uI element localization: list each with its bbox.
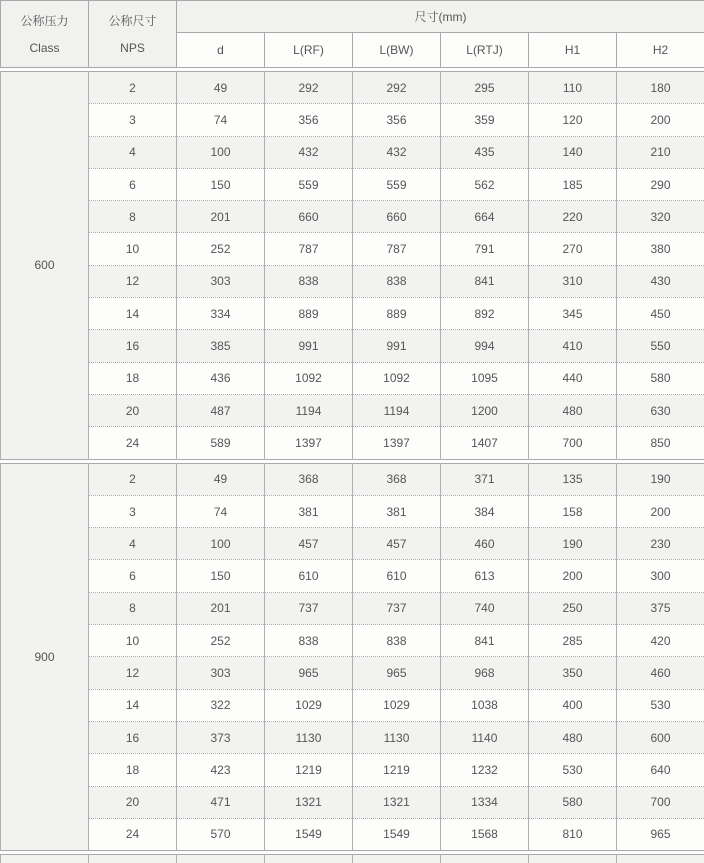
dim-value-H2: 700 [617, 786, 704, 818]
dim-value-L(RF): 889 [265, 298, 353, 330]
dim-value-L(RF): 1194 [265, 394, 353, 426]
next-section-partial-row [0, 854, 704, 863]
dim-value-L(BW): 1321 [353, 786, 441, 818]
dim-value-L(RF): 292 [265, 72, 353, 104]
nps-value: 12 [89, 265, 177, 297]
dim-value-H1: 285 [529, 625, 617, 657]
dim-value-d: 303 [177, 265, 265, 297]
col-header-lrf: L(RF) [265, 33, 353, 68]
dim-value-H2: 300 [617, 560, 704, 592]
dim-value-L(RF): 1321 [265, 786, 353, 818]
section-table-class-600 [0, 71, 704, 460]
nps-value: 18 [89, 754, 177, 786]
dim-value-L(BW): 356 [353, 104, 441, 136]
data-row-nps-16 [1, 330, 704, 362]
dim-value-H1: 350 [529, 657, 617, 689]
dim-value-L(RTJ): 1568 [441, 818, 529, 850]
dim-value-d: 201 [177, 592, 265, 624]
data-row-nps-20 [1, 786, 704, 818]
dim-value-H1: 480 [529, 721, 617, 753]
dim-value-L(RF): 610 [265, 560, 353, 592]
dim-value-d: 423 [177, 754, 265, 786]
nps-value: 2 [89, 463, 177, 495]
dim-value-L(RF): 381 [265, 495, 353, 527]
dim-value-H1: 480 [529, 394, 617, 426]
dim-value-L(BW): 381 [353, 495, 441, 527]
dim-value-L(BW): 1029 [353, 689, 441, 721]
nps-value: 14 [89, 298, 177, 330]
class-value: 900 [1, 463, 89, 851]
data-row-nps-20 [1, 394, 704, 426]
dim-value-L(BW): 1397 [353, 427, 441, 459]
size-label-en: NPS [120, 40, 145, 55]
nps-value: 14 [89, 689, 177, 721]
data-row-nps-14 [1, 298, 704, 330]
dim-value-L(RF): 660 [265, 201, 353, 233]
dim-value-L(BW): 991 [353, 330, 441, 362]
dim-value-L(RTJ): 613 [441, 560, 529, 592]
dim-value-L(RF): 787 [265, 233, 353, 265]
data-row-nps-14 [1, 689, 704, 721]
dim-value-L(RTJ): 1334 [441, 786, 529, 818]
dim-value-L(BW): 559 [353, 168, 441, 200]
dim-value-L(BW): 1130 [353, 721, 441, 753]
header-row-1 [1, 1, 704, 33]
data-row-nps-24 [1, 818, 704, 850]
col-header-lbw: L(BW) [353, 33, 441, 68]
dim-value-H2: 430 [617, 265, 704, 297]
col-header-d: d [177, 33, 265, 68]
col-header-h1: H1 [529, 33, 617, 68]
data-row-nps-12 [1, 657, 704, 689]
dim-value-H1: 140 [529, 136, 617, 168]
col-header-lrtj: L(RTJ) [441, 33, 529, 68]
dim-value-L(RTJ): 435 [441, 136, 529, 168]
dim-value-d: 303 [177, 657, 265, 689]
data-row-nps-16 [1, 721, 704, 753]
dim-value-L(BW): 1549 [353, 818, 441, 850]
section-table-class-900 [0, 463, 704, 852]
dim-value-H2: 210 [617, 136, 704, 168]
dim-value-L(BW): 1194 [353, 394, 441, 426]
data-row-nps-6 [1, 168, 704, 200]
class-value: 600 [1, 72, 89, 460]
dim-value-H2: 550 [617, 330, 704, 362]
nps-value: 2 [89, 72, 177, 104]
nps-value: 3 [89, 495, 177, 527]
pressure-label-cn: 公称压力 [20, 13, 69, 28]
dim-value-H2: 850 [617, 427, 704, 459]
dim-value-L(BW): 457 [353, 528, 441, 560]
dim-value-L(RTJ): 1140 [441, 721, 529, 753]
nps-value: 16 [89, 721, 177, 753]
nps-value: 12 [89, 657, 177, 689]
dim-value-L(RTJ): 1232 [441, 754, 529, 786]
dim-value-L(RTJ): 359 [441, 104, 529, 136]
dim-value-H2: 460 [617, 657, 704, 689]
dim-value-d: 373 [177, 721, 265, 753]
data-row-nps-8 [1, 592, 704, 624]
nps-value: 4 [89, 136, 177, 168]
dim-value-L(RTJ): 562 [441, 168, 529, 200]
dim-value-L(RF): 356 [265, 104, 353, 136]
dim-value-L(RTJ): 994 [441, 330, 529, 362]
dim-value-H1: 530 [529, 754, 617, 786]
dim-value-H1: 410 [529, 330, 617, 362]
dim-value-H2: 320 [617, 201, 704, 233]
dim-value-H1: 270 [529, 233, 617, 265]
nps-value: 6 [89, 168, 177, 200]
dim-value-d: 49 [177, 463, 265, 495]
dim-value-d: 322 [177, 689, 265, 721]
dim-value-L(RTJ): 295 [441, 72, 529, 104]
dim-value-H1: 440 [529, 362, 617, 394]
dim-value-d: 570 [177, 818, 265, 850]
nps-value: 6 [89, 560, 177, 592]
pressure-label-en: Class [29, 40, 60, 55]
dim-value-L(RTJ): 791 [441, 233, 529, 265]
dim-value-H1: 400 [529, 689, 617, 721]
dim-value-d: 49 [177, 72, 265, 104]
dim-value-H1: 810 [529, 818, 617, 850]
data-row-nps-2 [1, 72, 704, 104]
dim-value-H2: 420 [617, 625, 704, 657]
dim-value-d: 74 [177, 495, 265, 527]
nps-value: 10 [89, 233, 177, 265]
dim-value-d: 100 [177, 136, 265, 168]
nps-value: 4 [89, 528, 177, 560]
dim-value-L(RF): 1092 [265, 362, 353, 394]
nps-value: 8 [89, 201, 177, 233]
dim-value-L(RF): 457 [265, 528, 353, 560]
dim-value-L(RTJ): 841 [441, 265, 529, 297]
dim-value-L(BW): 737 [353, 592, 441, 624]
dim-value-H1: 158 [529, 495, 617, 527]
dim-value-L(RTJ): 460 [441, 528, 529, 560]
nps-value: 10 [89, 625, 177, 657]
dim-value-H2: 450 [617, 298, 704, 330]
dim-value-H1: 220 [529, 201, 617, 233]
nps-value: 24 [89, 427, 177, 459]
dim-value-L(RF): 838 [265, 625, 353, 657]
dim-value-L(RTJ): 968 [441, 657, 529, 689]
data-row-nps-18 [1, 754, 704, 786]
dim-value-L(BW): 965 [353, 657, 441, 689]
dim-value-H2: 375 [617, 592, 704, 624]
dim-value-d: 201 [177, 201, 265, 233]
size-label-cn: 公称尺寸 [108, 13, 157, 28]
dim-value-L(BW): 838 [353, 265, 441, 297]
dim-value-H2: 290 [617, 168, 704, 200]
dim-value-d: 252 [177, 625, 265, 657]
dim-value-L(BW): 610 [353, 560, 441, 592]
data-row-nps-3 [1, 495, 704, 527]
dim-value-d: 436 [177, 362, 265, 394]
dim-value-d: 471 [177, 786, 265, 818]
dim-value-H1: 580 [529, 786, 617, 818]
dim-value-L(BW): 1219 [353, 754, 441, 786]
dim-value-L(RF): 1219 [265, 754, 353, 786]
dim-value-L(BW): 432 [353, 136, 441, 168]
nps-value: 16 [89, 330, 177, 362]
pressure-column-header [1, 1, 89, 68]
dim-value-L(RTJ): 892 [441, 298, 529, 330]
partial-row [1, 855, 704, 863]
dim-value-H1: 185 [529, 168, 617, 200]
data-row-nps-4 [1, 136, 704, 168]
dim-value-H1: 250 [529, 592, 617, 624]
dim-value-L(RTJ): 1038 [441, 689, 529, 721]
nps-value: 20 [89, 786, 177, 818]
dim-value-d: 252 [177, 233, 265, 265]
dim-value-L(RTJ): 1095 [441, 362, 529, 394]
dim-value-H2: 200 [617, 104, 704, 136]
data-row-nps-10 [1, 233, 704, 265]
data-row-nps-3 [1, 104, 704, 136]
data-row-nps-6 [1, 560, 704, 592]
nps-value: 20 [89, 394, 177, 426]
dim-value-L(BW): 368 [353, 463, 441, 495]
dim-value-L(RTJ): 1200 [441, 394, 529, 426]
dim-value-L(RF): 1549 [265, 818, 353, 850]
dim-value-L(BW): 292 [353, 72, 441, 104]
dim-value-d: 150 [177, 168, 265, 200]
size-column-header [89, 1, 177, 68]
dim-value-L(RTJ): 740 [441, 592, 529, 624]
col-header-h2: H2 [617, 33, 704, 68]
dim-value-L(BW): 889 [353, 298, 441, 330]
dim-value-L(RF): 432 [265, 136, 353, 168]
dim-value-L(BW): 660 [353, 201, 441, 233]
dim-value-L(RTJ): 841 [441, 625, 529, 657]
data-row-nps-10 [1, 625, 704, 657]
nps-value: 18 [89, 362, 177, 394]
dim-value-L(RF): 1130 [265, 721, 353, 753]
dim-value-d: 589 [177, 427, 265, 459]
dim-value-L(RTJ): 1407 [441, 427, 529, 459]
dim-value-H2: 580 [617, 362, 704, 394]
dim-value-H2: 965 [617, 818, 704, 850]
dim-value-L(RTJ): 384 [441, 495, 529, 527]
dim-value-L(RF): 559 [265, 168, 353, 200]
dim-value-H1: 700 [529, 427, 617, 459]
data-row-nps-2 [1, 463, 704, 495]
dim-value-d: 487 [177, 394, 265, 426]
nps-value: 3 [89, 104, 177, 136]
dim-value-L(BW): 838 [353, 625, 441, 657]
data-row-nps-4 [1, 528, 704, 560]
dim-value-H1: 135 [529, 463, 617, 495]
dim-value-d: 74 [177, 104, 265, 136]
dim-value-L(BW): 1092 [353, 362, 441, 394]
data-row-nps-24 [1, 427, 704, 459]
partial-class-cell [1, 855, 89, 863]
dim-value-H2: 630 [617, 394, 704, 426]
dim-value-H2: 530 [617, 689, 704, 721]
dim-value-H1: 345 [529, 298, 617, 330]
dim-value-d: 150 [177, 560, 265, 592]
dim-value-H1: 310 [529, 265, 617, 297]
dimensions-group-header: 尺寸(mm) [177, 1, 704, 33]
nps-value: 24 [89, 818, 177, 850]
dim-value-L(RTJ): 371 [441, 463, 529, 495]
dim-value-H2: 200 [617, 495, 704, 527]
dim-value-H2: 190 [617, 463, 704, 495]
data-row-nps-12 [1, 265, 704, 297]
dim-value-L(RF): 965 [265, 657, 353, 689]
dim-value-H1: 200 [529, 560, 617, 592]
dim-value-H1: 110 [529, 72, 617, 104]
dim-value-L(RF): 838 [265, 265, 353, 297]
dim-value-L(RTJ): 664 [441, 201, 529, 233]
dim-value-L(RF): 737 [265, 592, 353, 624]
dim-value-d: 100 [177, 528, 265, 560]
dim-value-L(RF): 1029 [265, 689, 353, 721]
dim-value-H2: 180 [617, 72, 704, 104]
dim-value-H2: 230 [617, 528, 704, 560]
dim-value-H2: 380 [617, 233, 704, 265]
dim-value-d: 334 [177, 298, 265, 330]
header-table [0, 0, 704, 68]
nps-value: 8 [89, 592, 177, 624]
dim-value-L(BW): 787 [353, 233, 441, 265]
dim-value-L(RF): 991 [265, 330, 353, 362]
dim-value-L(RF): 368 [265, 463, 353, 495]
dim-value-H2: 640 [617, 754, 704, 786]
dim-value-d: 385 [177, 330, 265, 362]
dim-value-L(RF): 1397 [265, 427, 353, 459]
data-row-nps-18 [1, 362, 704, 394]
data-row-nps-8 [1, 201, 704, 233]
dim-value-H2: 600 [617, 721, 704, 753]
dim-value-H1: 120 [529, 104, 617, 136]
dim-value-H1: 190 [529, 528, 617, 560]
